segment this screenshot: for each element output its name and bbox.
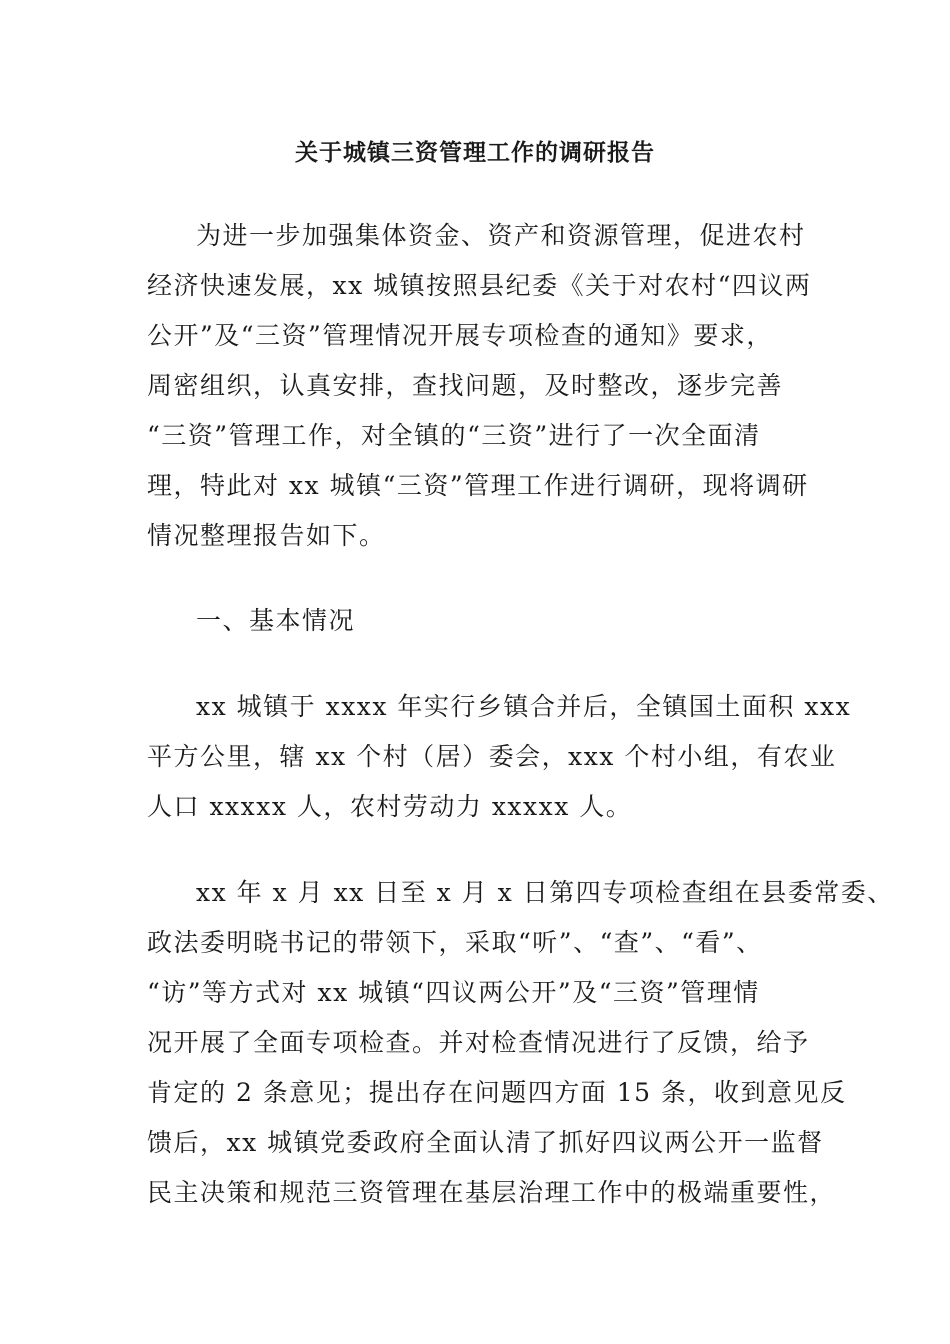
paragraph-line: 肯定的 2 条意见；提出存在问题四方面 15 条，收到意见反	[147, 1078, 847, 1107]
document-title: 关于城镇三资管理工作的调研报告	[295, 139, 655, 166]
paragraph-line: xx 年 x 月 xx 日至 x 月 x 日第四专项检查组在县委常委、	[196, 878, 894, 907]
paragraph-line: 馈后，xx 城镇党委政府全面认清了抓好四议两公开一监督	[147, 1128, 824, 1157]
paragraph-line: xx 城镇于 xxxx 年实行乡镇合并后，全镇国土面积 xxx	[196, 692, 852, 721]
paragraph-line: 政法委明晓书记的带领下，采取“听”、“查”、“看”、	[147, 928, 763, 957]
paragraph-line: 理，特此对 xx 城镇“三资”管理工作进行调研，现将调研	[147, 471, 809, 500]
paragraph-line: 周密组织，认真安排，查找问题，及时整改，逐步完善	[147, 371, 784, 400]
section-heading: 一、基本情况	[196, 606, 356, 635]
paragraph-line: 情况整理报告如下。	[147, 521, 386, 550]
paragraph-line: 为进一步加强集体资金、资产和资源管理，促进农村	[196, 221, 806, 250]
paragraph-line: 平方公里，辖 xx 个村（居）委会，xxx 个村小组，有农业	[147, 742, 837, 771]
paragraph-line: 况开展了全面专项检查。并对检查情况进行了反馈，给予	[147, 1028, 810, 1057]
paragraph-line: 民主决策和规范三资管理在基层治理工作中的极端重要性，	[147, 1178, 837, 1207]
paragraph-line: 公开”及“三资”管理情况开展专项检查的通知》要求，	[147, 321, 773, 350]
paragraph-line: 经济快速发展，xx 城镇按照县纪委《关于对农村“四议两	[147, 271, 812, 300]
paragraph-line: “访”等方式对 xx 城镇“四议两公开”及“三资”管理情	[147, 978, 760, 1007]
paragraph-line: 人口 xxxxx 人，农村劳动力 xxxxx 人。	[147, 792, 633, 821]
paragraph-line: “三资”管理工作，对全镇的“三资”进行了一次全面清	[147, 421, 761, 450]
